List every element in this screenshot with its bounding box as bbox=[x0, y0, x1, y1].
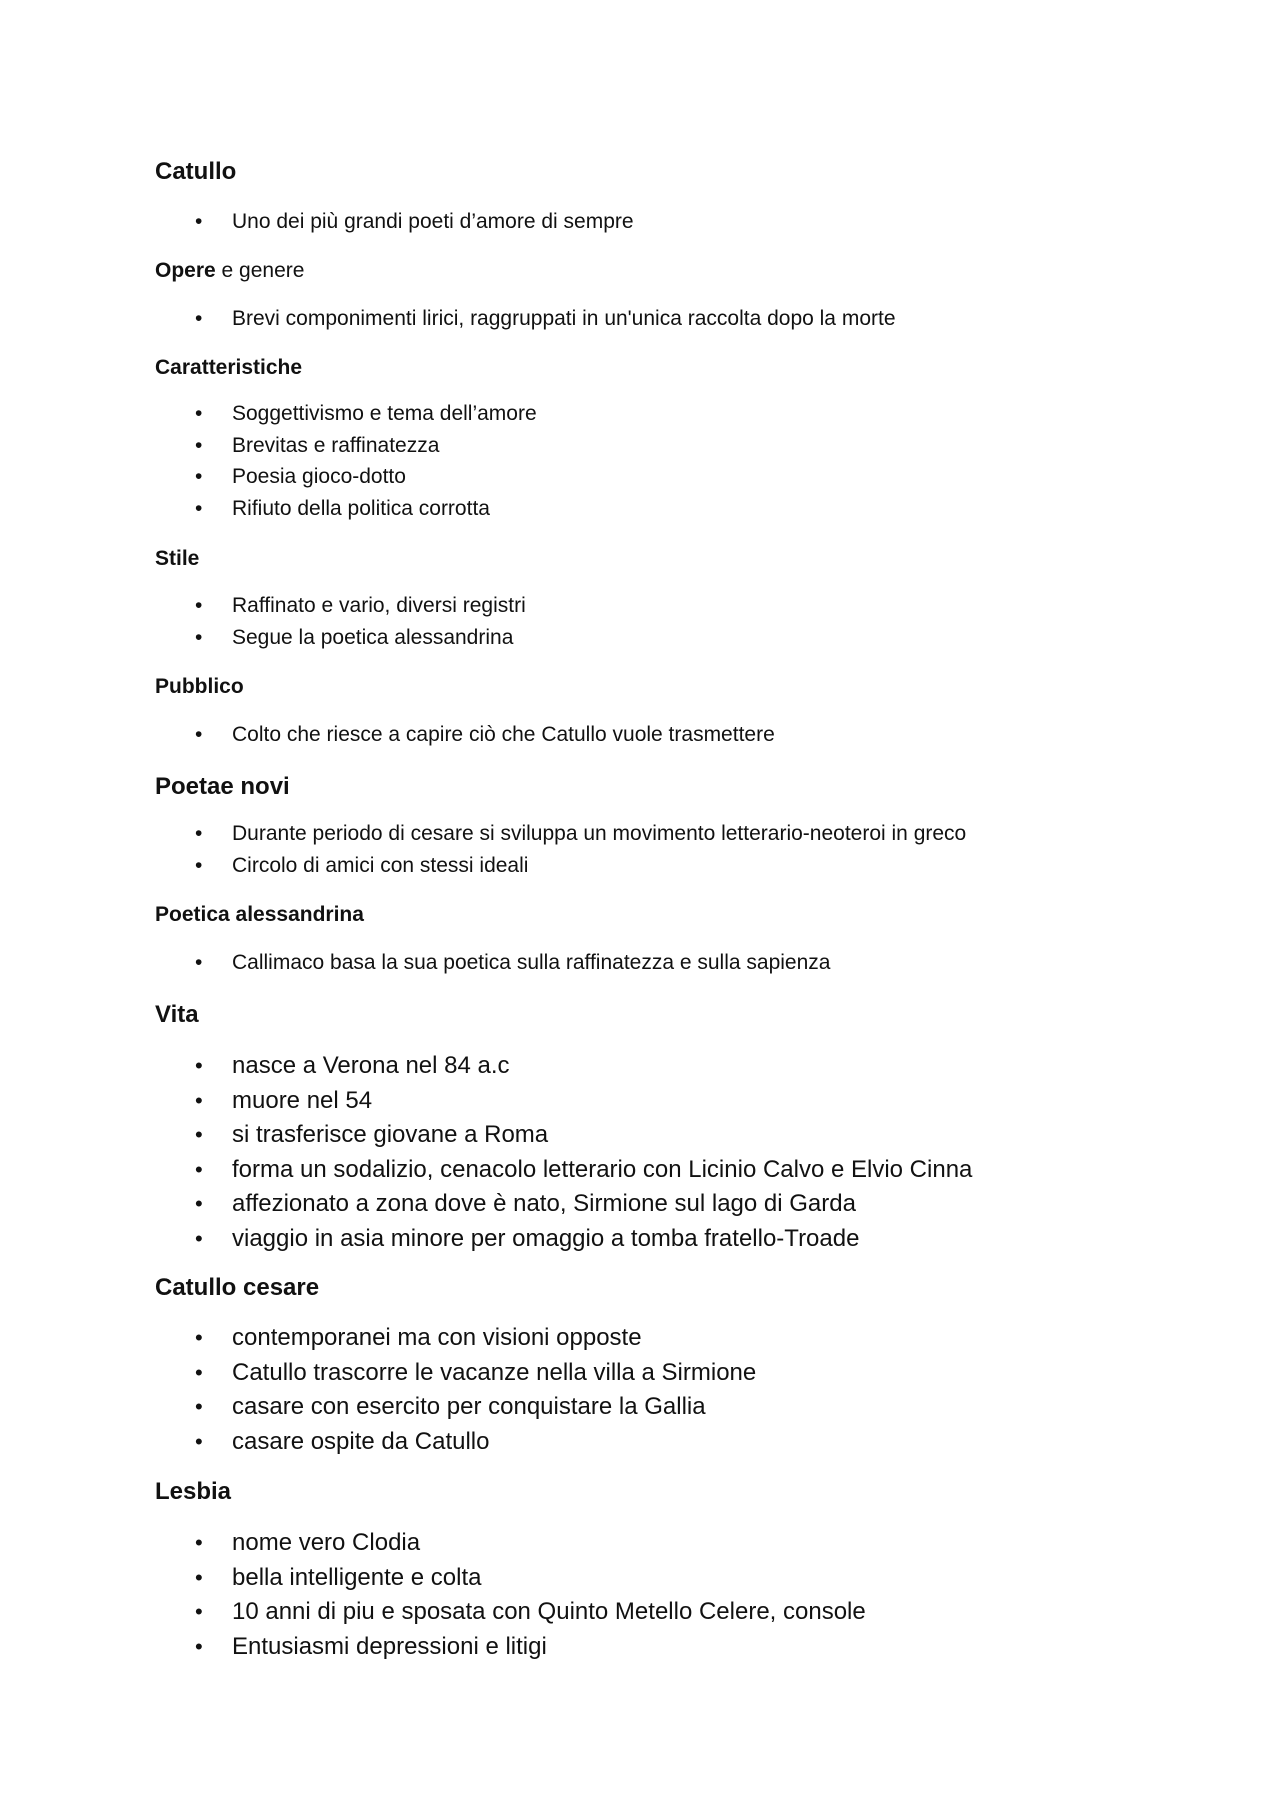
bullet-icon: • bbox=[195, 1359, 203, 1385]
bullet-icon: • bbox=[195, 723, 203, 746]
section-heading-pubblico: Pubblico bbox=[155, 675, 244, 698]
bullet-icon: • bbox=[195, 1122, 203, 1147]
section-heading-poetica-alessandrina: Poetica alessandrina bbox=[155, 903, 364, 926]
list-item: • casare con esercito per conquistare la Gallia bbox=[0, 1390, 756, 1425]
section-heading-stile: Stile bbox=[155, 547, 200, 570]
bullet-list-vita bbox=[0, 1049, 972, 1256]
bullet-list-catullo bbox=[0, 206, 634, 238]
section-heading-caratteristiche: Caratteristiche bbox=[155, 356, 303, 379]
section-heading-catullo-cesare: Catullo cesare bbox=[155, 1274, 320, 1301]
bullet-icon: • bbox=[195, 1530, 203, 1555]
list-item: • nome vero Clodia bbox=[0, 1526, 866, 1561]
list-item: • Brevitas e raffinatezza bbox=[0, 430, 537, 462]
bullet-icon: • bbox=[195, 496, 203, 520]
bullet-list-catullo-cesare bbox=[0, 1321, 756, 1459]
list-item: • Catullo trascorre le vacanze nella villa a Sirmione bbox=[0, 1356, 756, 1391]
list-item: • si trasferisce giovane a Roma bbox=[0, 1118, 972, 1153]
bullet-list-poetica-alessandrina bbox=[0, 947, 830, 979]
bullet-icon: • bbox=[195, 853, 203, 877]
list-item: • Poesia gioco-dotto bbox=[0, 461, 537, 493]
list-item: • Brevi componimenti lirici, raggruppati in un'unica raccolta dopo la morte bbox=[0, 303, 896, 335]
list-item: • 10 anni di piu e sposata con Quinto Metello Celere, console bbox=[0, 1595, 866, 1630]
bullet-icon: • bbox=[195, 1564, 203, 1590]
list-item: • muore nel 54 bbox=[0, 1084, 972, 1119]
section-heading-lesbia: Lesbia bbox=[155, 1478, 232, 1505]
list-item: • Circolo di amici con stessi ideali bbox=[0, 850, 966, 882]
list-item: • casare ospite da Catullo bbox=[0, 1425, 756, 1460]
list-item: • Soggettivismo e tema dell’amore bbox=[0, 398, 537, 430]
bullet-icon: • bbox=[195, 1087, 203, 1113]
section-heading-vita: Vita bbox=[155, 1001, 199, 1028]
bullet-list-stile bbox=[0, 590, 526, 653]
bullet-icon: • bbox=[195, 822, 203, 845]
bullet-icon: • bbox=[195, 1053, 203, 1078]
bullet-icon: • bbox=[195, 307, 203, 330]
list-item: • bella intelligente e colta bbox=[0, 1561, 866, 1596]
bullet-icon: • bbox=[195, 951, 203, 974]
bullet-icon: • bbox=[195, 402, 203, 425]
list-item: • Rifiuto della politica corrotta bbox=[0, 493, 537, 525]
list-item: • Entusiasmi depressioni e litigi bbox=[0, 1630, 866, 1665]
bullet-icon: • bbox=[195, 1225, 203, 1251]
bullet-icon: • bbox=[195, 433, 203, 457]
bullet-icon: • bbox=[195, 625, 203, 649]
list-item: • Callimaco basa la sua poetica sulla raffinatezza e sulla sapienza bbox=[0, 947, 830, 979]
bullet-icon: • bbox=[195, 1325, 203, 1350]
bullet-list-poetae-novi bbox=[0, 818, 966, 881]
list-item: • Durante periodo di cesare si sviluppa un movimento letterario-neoteroi in greco bbox=[0, 818, 966, 850]
bullet-icon: • bbox=[195, 465, 203, 488]
list-item: • Segue la poetica alessandrina bbox=[0, 622, 526, 654]
list-item: • affezionato a zona dove è nato, Sirmione sul lago di Garda bbox=[0, 1187, 972, 1222]
list-item: • forma un sodalizio, cenacolo letterario con Licinio Calvo e Elvio Cinna bbox=[0, 1153, 972, 1188]
bullet-list-lesbia bbox=[0, 1526, 866, 1664]
list-item: • Raffinato e vario, diversi registri bbox=[0, 590, 526, 622]
section-heading-opere: Opere e genere bbox=[155, 259, 305, 282]
list-item: • Colto che riesce a capire ciò che Catullo vuole trasmettere bbox=[0, 719, 775, 751]
bullet-icon: • bbox=[195, 1633, 203, 1659]
bullet-list-opere bbox=[0, 303, 896, 335]
bullet-icon: • bbox=[195, 1599, 203, 1624]
bullet-icon: • bbox=[195, 1428, 203, 1454]
list-item: • Uno dei più grandi poeti d’amore di sempre bbox=[0, 206, 634, 238]
bullet-icon: • bbox=[195, 1156, 203, 1182]
list-item: • viaggio in asia minore per omaggio a tomba fratello-Troade bbox=[0, 1222, 972, 1257]
list-item: • nasce a Verona nel 84 a.c bbox=[0, 1049, 972, 1084]
bullet-icon: • bbox=[195, 594, 203, 617]
bullet-list-pubblico bbox=[0, 719, 775, 751]
section-heading-poetae-novi: Poetae novi bbox=[155, 773, 290, 800]
bullet-icon: • bbox=[195, 1394, 203, 1419]
bullet-icon: • bbox=[195, 210, 203, 233]
bullet-list-caratteristiche bbox=[0, 398, 537, 524]
bullet-icon: • bbox=[195, 1191, 203, 1216]
section-heading-catullo: Catullo bbox=[155, 158, 237, 185]
list-item: • contemporanei ma con visioni opposte bbox=[0, 1321, 756, 1356]
